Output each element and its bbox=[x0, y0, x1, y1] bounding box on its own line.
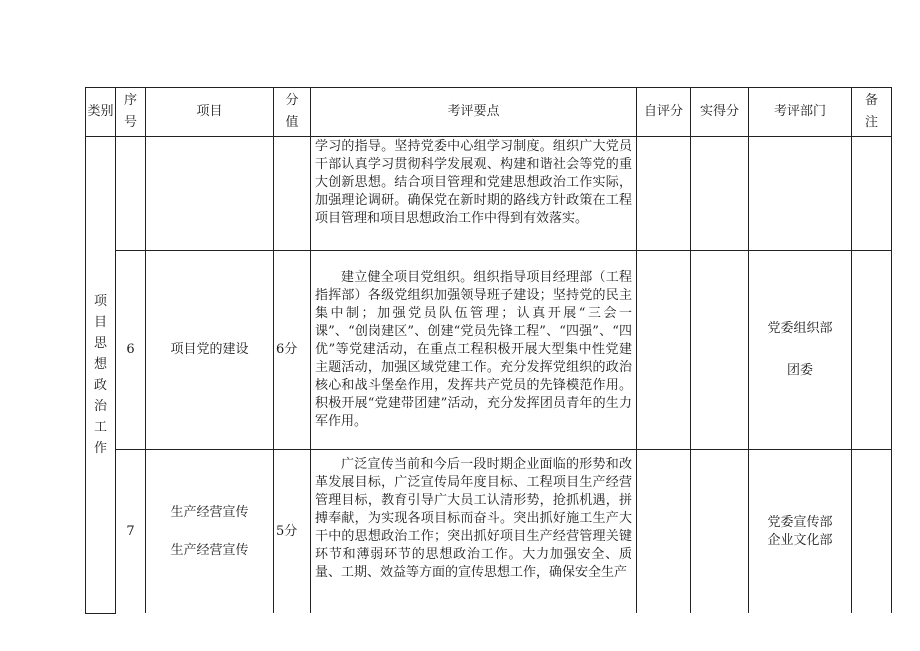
row-dept bbox=[749, 251, 852, 450]
row-score: 6分 bbox=[274, 251, 311, 450]
header-category: 类别 bbox=[86, 88, 116, 137]
row-actual-score bbox=[691, 251, 749, 450]
header-score: 分值 bbox=[274, 88, 311, 137]
header-self-score: 自评分 bbox=[637, 88, 691, 137]
table-row bbox=[86, 137, 892, 251]
category-cell bbox=[86, 137, 116, 614]
row-dept bbox=[749, 450, 852, 614]
dept-line: 党委组织部 bbox=[767, 321, 833, 336]
evaluation-table bbox=[85, 87, 892, 614]
row-item: 项目党的建设 bbox=[146, 251, 274, 450]
table-row bbox=[86, 251, 892, 450]
row-points: 建立健全项目党组织。组织指导项目经理部（工程指挥部）各级党组织加强领导班子建设；坚持党的民主集中制；加强党员队伍管理；认真开展“三会一课”、“创岗建区”、创建“党员先锋工程”、“四强”、“四优”等党建活动，在重点工程积极开展大型集中性党建主题活动，加强区域党建工作。充分发挥党组织的政治核心和战斗堡垒作用，发挥共产党员的先锋模范作用。积极开展“党建带团建”活动，充分发挥团员青年的生力军作用。 bbox=[311, 251, 637, 450]
row-remarks bbox=[852, 137, 892, 251]
dept-line: 团委 bbox=[786, 363, 813, 378]
row-self-score bbox=[637, 450, 691, 614]
row-points: 学习的指导。坚持党委中心组学习制度。组织广大党员干部认真学习贯彻科学发展观、构建和谐社会等党的重大创新思想。结合项目管理和党建思想政治工作实际，加强理论调研。确保党在新时期的路线方针政策在工程项目管理和项目思想政治工作中得到有效落实。 bbox=[311, 137, 637, 251]
header-remarks: 备注 bbox=[852, 88, 892, 137]
row-remarks bbox=[852, 251, 892, 450]
row-score: 5分 bbox=[274, 450, 311, 614]
row-seq bbox=[116, 137, 146, 251]
row-score bbox=[274, 137, 311, 251]
header-actual-score: 实得分 bbox=[691, 88, 749, 137]
row-actual-score bbox=[691, 450, 749, 614]
row-dept bbox=[749, 137, 852, 251]
header-item: 项目 bbox=[146, 88, 274, 137]
row-seq: 7 bbox=[116, 450, 146, 614]
header-dept: 考评部门 bbox=[749, 88, 852, 137]
dept-line: 党委宣传部 bbox=[767, 514, 833, 530]
row-item bbox=[146, 137, 274, 251]
row-seq: 6 bbox=[116, 251, 146, 450]
header-points: 考评要点 bbox=[311, 88, 637, 137]
table-row bbox=[86, 450, 892, 614]
header-seq: 序号 bbox=[116, 88, 146, 137]
row-self-score bbox=[637, 251, 691, 450]
row-self-score bbox=[637, 137, 691, 251]
row-item bbox=[146, 450, 274, 614]
dept-line: 企业文化部 bbox=[767, 532, 833, 548]
item-line: 生产经营宣传 bbox=[170, 504, 249, 520]
row-remarks bbox=[852, 450, 892, 614]
header-row bbox=[86, 88, 892, 137]
row-points: 广泛宣传当前和今后一段时期企业面临的形势和改革发展目标，广泛宣传局年度目标、工程项目生产经营管理目标，教育引导广大员工认清形势，抢抓机遇，拼搏奉献，为实现各项目标而奋斗。突出抓好施工生产大干中的思想政治工作；突出抓好项目生产经营管理关键环节和薄弱环节的思想政治工作。大力加强安全、质量、工期、效益等方面的宣传思想工作，确保安全生产 bbox=[311, 450, 637, 614]
item-line: 生产经营宣传 bbox=[170, 542, 249, 558]
category-label: 项目思想政治工作 bbox=[93, 293, 107, 456]
row-actual-score bbox=[691, 137, 749, 251]
